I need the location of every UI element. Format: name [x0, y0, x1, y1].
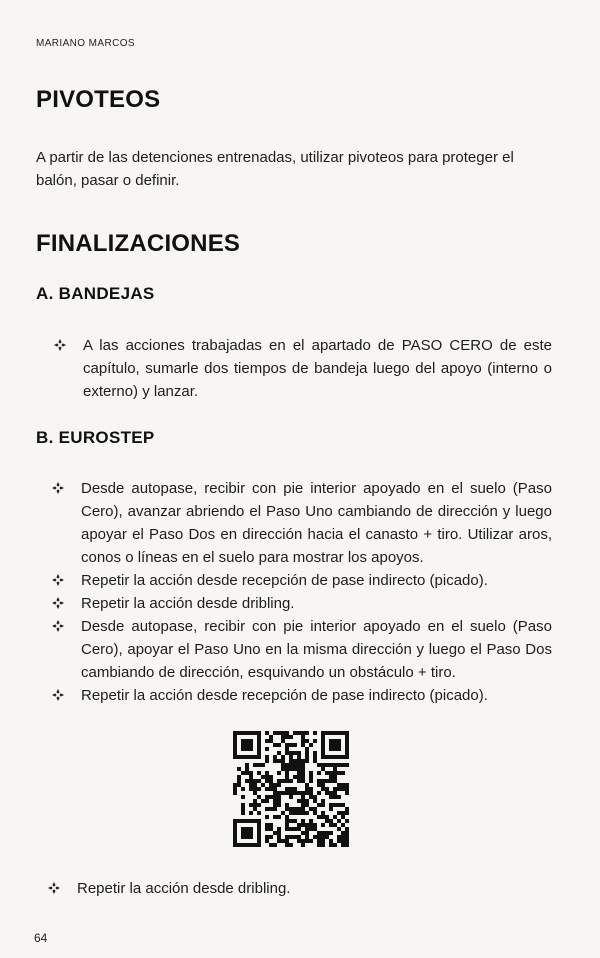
list-item: [52, 615, 552, 684]
page-number: 64: [34, 931, 48, 945]
diamond-bullet-icon: [52, 597, 64, 609]
diamond-bullet-icon: [52, 689, 64, 701]
subsection-title-bandejas: A. BANDEJAS: [36, 284, 155, 303]
eurostep-item-text: Desde autopase, recibir con pie interior apoyado en el suelo (Paso Cero), avanzar abriendo el Paso Uno cambiando de dirección y luego apoyar el Paso Dos en dirección hacia el canasto + tiro. Utilizar aros, conos o líneas en el suelo para mostrar los apoyos.: [81, 480, 552, 566]
eurostep-item-text: Desde autopase, recibir con pie interior apoyado en el suelo (Paso Cero), apoyar el Paso Uno en la misma dirección y luego el Paso Dos cambiando de dirección, esquivando un obstáculo + tiro.: [81, 618, 552, 681]
list-item: [52, 569, 552, 592]
subsection-title-eurostep: B. EUROSTEP: [36, 428, 155, 447]
diamond-bullet-icon: [48, 882, 60, 894]
section-title-pivoteos: PIVOTEOS: [36, 86, 161, 113]
list-item: [48, 877, 552, 900]
bandejas-list: [54, 334, 552, 403]
running-head: MARIANO MARCOS: [36, 38, 135, 49]
diamond-bullet-icon: [54, 339, 66, 351]
pivoteos-paragraph: A partir de las detenciones entrenadas, utilizar pivoteos para proteger el balón, pasar o definir.: [36, 149, 514, 189]
list-item: [52, 592, 552, 615]
eurostep-item-text: Repetir la acción desde dribling.: [81, 595, 295, 612]
list-item: [54, 334, 552, 403]
diamond-bullet-icon: [52, 574, 64, 586]
diamond-bullet-icon: [52, 620, 64, 632]
bandejas-item-text: A las acciones trabajadas en el apartado de PASO CERO de este capítulo, sumarle dos tiempos de bandeja luego del apoyo (interno o externo) y lanzar.: [83, 337, 552, 400]
list-item: [52, 477, 552, 569]
list-item: [52, 684, 552, 707]
eurostep-item-text: Repetir la acción desde recepción de pase indirecto (picado).: [81, 572, 488, 589]
diamond-bullet-icon: [52, 482, 64, 494]
qr-code-icon[interactable]: [233, 731, 349, 847]
section-title-finalizaciones: FINALIZACIONES: [36, 230, 241, 257]
eurostep-list: [52, 477, 552, 707]
eurostep-list-continued: [48, 877, 552, 900]
eurostep-item-text: Repetir la acción desde dribling.: [77, 880, 291, 897]
eurostep-item-text: Repetir la acción desde recepción de pase indirecto (picado).: [81, 687, 488, 704]
